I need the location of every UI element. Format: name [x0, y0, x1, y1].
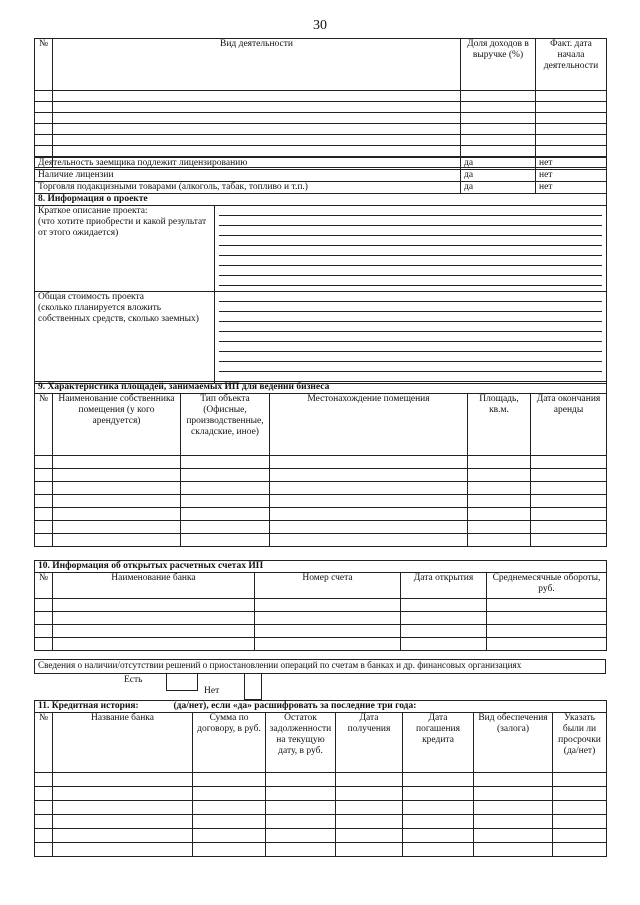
- empty-cell[interactable]: [401, 625, 487, 638]
- table-row: [35, 773, 607, 787]
- empty-cell[interactable]: [474, 815, 553, 829]
- col-header-account: Номер счета: [255, 573, 401, 599]
- empty-cell[interactable]: [270, 469, 468, 482]
- empty-cell[interactable]: [53, 773, 193, 787]
- empty-cell[interactable]: [35, 787, 53, 801]
- empty-cell[interactable]: [35, 456, 53, 469]
- col-header-balance: Остаток задолженности на текущую дату, в руб.: [266, 713, 336, 773]
- empty-cell[interactable]: [531, 482, 607, 495]
- col-header-overdue: Указать были ли просрочки (да/нет): [553, 713, 607, 773]
- empty-cell[interactable]: [536, 113, 607, 124]
- empty-cell[interactable]: [53, 534, 181, 547]
- empty-cell[interactable]: [461, 113, 536, 124]
- col-header-lease-end: Дата окончания аренды: [531, 394, 607, 456]
- writing-line: [219, 292, 602, 302]
- empty-cell[interactable]: [53, 495, 181, 508]
- empty-cell[interactable]: [531, 495, 607, 508]
- empty-cell[interactable]: [336, 829, 403, 843]
- empty-cell[interactable]: [403, 829, 474, 843]
- empty-cell[interactable]: [193, 773, 266, 787]
- table-row: [35, 482, 607, 495]
- cost-label-cell: [35, 292, 215, 384]
- table-row: [35, 135, 607, 146]
- empty-cell[interactable]: [53, 638, 255, 651]
- license-yes[interactable]: да: [461, 170, 536, 182]
- empty-cell[interactable]: [536, 146, 607, 157]
- empty-cell[interactable]: [403, 787, 474, 801]
- writing-line: [219, 256, 602, 266]
- table-row: [35, 113, 607, 124]
- empty-cell[interactable]: [53, 829, 193, 843]
- col-header-bank-name: Название банка: [53, 713, 193, 773]
- empty-cell[interactable]: [266, 815, 336, 829]
- col-header-bank: Наименование банка: [53, 573, 255, 599]
- col-header-number: №: [35, 394, 53, 456]
- empty-cell[interactable]: [487, 625, 607, 638]
- empty-cell[interactable]: [53, 146, 461, 157]
- empty-cell[interactable]: [270, 495, 468, 508]
- empty-cell[interactable]: [35, 599, 53, 612]
- project-info-table: [34, 193, 607, 384]
- section-11-title: 11. Кредитная история:: [38, 701, 139, 711]
- empty-cell[interactable]: [181, 534, 270, 547]
- empty-cell[interactable]: [403, 773, 474, 787]
- empty-cell[interactable]: [266, 787, 336, 801]
- section-11-title-cell: [35, 701, 607, 713]
- col-header-receive-date: Дата получения: [336, 713, 403, 773]
- license-label: Торговля подакцизными товарами (алкоголь, табак, топливо и т.п.): [35, 182, 461, 194]
- empty-cell[interactable]: [468, 469, 531, 482]
- empty-cell[interactable]: [35, 612, 53, 625]
- col-header-contract-sum: Сумма по договору, в руб.: [193, 713, 266, 773]
- empty-cell[interactable]: [53, 469, 181, 482]
- empty-cell[interactable]: [53, 787, 193, 801]
- suspension-no-box[interactable]: [244, 673, 262, 700]
- cost-label: Общая стоимость проекта: [38, 292, 145, 302]
- table-row: [35, 508, 607, 521]
- writing-line: [219, 302, 602, 312]
- writing-line: [219, 206, 602, 216]
- license-label: Деятельность заемщика подлежит лицензированию: [35, 158, 461, 170]
- empty-cell[interactable]: [35, 482, 53, 495]
- credit-history-table: [34, 700, 607, 857]
- writing-line: [219, 312, 602, 322]
- empty-cell[interactable]: [536, 102, 607, 113]
- empty-cell[interactable]: [181, 521, 270, 534]
- section-8-title: 8. Информация о проекте: [35, 194, 607, 206]
- empty-cell[interactable]: [468, 534, 531, 547]
- empty-cell[interactable]: [401, 612, 487, 625]
- empty-cell[interactable]: [193, 829, 266, 843]
- empty-cell[interactable]: [487, 638, 607, 651]
- col-header-number: №: [35, 573, 53, 599]
- empty-cell[interactable]: [35, 638, 53, 651]
- empty-cell[interactable]: [468, 482, 531, 495]
- table-row: [35, 146, 607, 157]
- col-header-location: Местонахождение помещения: [270, 394, 468, 456]
- col-header-area: Площадь, кв.м.: [468, 394, 531, 456]
- suspension-text: Сведения о наличии/отсутствии решений о приостановлении операций по счетам в банках и др. финансовых организациях: [35, 660, 606, 674]
- empty-cell[interactable]: [553, 801, 607, 815]
- empty-cell[interactable]: [403, 815, 474, 829]
- empty-cell[interactable]: [53, 91, 461, 102]
- writing-line: [219, 332, 602, 342]
- empty-cell[interactable]: [536, 91, 607, 102]
- empty-cell[interactable]: [531, 521, 607, 534]
- table-row: [35, 124, 607, 135]
- empty-cell[interactable]: [35, 91, 53, 102]
- empty-cell[interactable]: [403, 843, 474, 857]
- empty-cell[interactable]: [35, 469, 53, 482]
- license-label: Наличие лицензии: [35, 170, 461, 182]
- empty-cell[interactable]: [403, 801, 474, 815]
- empty-cell[interactable]: [181, 456, 270, 469]
- license-no[interactable]: нет: [536, 158, 607, 170]
- writing-line: [219, 276, 602, 286]
- empty-cell[interactable]: [35, 102, 53, 113]
- empty-cell[interactable]: [474, 843, 553, 857]
- section-10-title: 10. Информация об открытых расчетных счетах ИП: [35, 561, 607, 573]
- empty-cell[interactable]: [35, 801, 53, 815]
- table-row: [35, 843, 607, 857]
- suspension-table: [34, 659, 606, 674]
- empty-cell[interactable]: [255, 612, 401, 625]
- section-11-title-rest: (да/нет), если «да» расшифровать за последние три года:: [173, 701, 417, 711]
- license-no[interactable]: нет: [536, 182, 607, 194]
- empty-cell[interactable]: [270, 508, 468, 521]
- empty-cell[interactable]: [35, 508, 53, 521]
- activity-table: [34, 38, 607, 168]
- empty-cell[interactable]: [193, 815, 266, 829]
- empty-cell[interactable]: [468, 521, 531, 534]
- col-header-income-share: Доля доходов в выручке (%): [461, 39, 536, 91]
- empty-cell[interactable]: [35, 521, 53, 534]
- empty-cell[interactable]: [53, 456, 181, 469]
- short-desc-input[interactable]: [215, 206, 607, 292]
- empty-cell[interactable]: [266, 843, 336, 857]
- col-header-number: №: [35, 713, 53, 773]
- empty-cell[interactable]: [553, 773, 607, 787]
- premises-table: [34, 381, 607, 547]
- empty-cell[interactable]: [461, 135, 536, 146]
- empty-cell[interactable]: [336, 815, 403, 829]
- table-row: [35, 521, 607, 534]
- empty-cell[interactable]: [266, 829, 336, 843]
- page-number: 30: [313, 18, 327, 33]
- short-desc-label-cell: [35, 206, 215, 292]
- table-row: [35, 534, 607, 547]
- empty-cell[interactable]: [468, 456, 531, 469]
- col-header-collateral: Вид обеспечения (залога): [474, 713, 553, 773]
- empty-cell[interactable]: [35, 495, 53, 508]
- empty-cell[interactable]: [336, 801, 403, 815]
- empty-cell[interactable]: [270, 482, 468, 495]
- empty-cell[interactable]: [468, 495, 531, 508]
- empty-cell[interactable]: [270, 456, 468, 469]
- table-row: [35, 815, 607, 829]
- empty-cell[interactable]: [461, 91, 536, 102]
- empty-cell[interactable]: [270, 521, 468, 534]
- table-row: [35, 91, 607, 102]
- empty-cell[interactable]: [53, 625, 255, 638]
- writing-line: [219, 322, 602, 332]
- empty-cell[interactable]: [255, 625, 401, 638]
- empty-cell[interactable]: [531, 534, 607, 547]
- suspension-yes-box[interactable]: [166, 673, 198, 691]
- empty-cell[interactable]: [193, 801, 266, 815]
- empty-cell[interactable]: [468, 508, 531, 521]
- empty-cell[interactable]: [553, 815, 607, 829]
- writing-line: [219, 342, 602, 352]
- table-row: [35, 469, 607, 482]
- empty-cell[interactable]: [181, 469, 270, 482]
- empty-cell[interactable]: [461, 146, 536, 157]
- empty-cell[interactable]: [531, 469, 607, 482]
- empty-cell[interactable]: [474, 829, 553, 843]
- empty-cell[interactable]: [35, 113, 53, 124]
- short-desc-label: Краткое описание проекта:: [38, 206, 148, 216]
- table-row: [35, 787, 607, 801]
- license-no[interactable]: нет: [536, 170, 607, 182]
- table-row: [35, 625, 607, 638]
- col-header-start-date: Факт. дата начала деятельности: [536, 39, 607, 91]
- empty-cell[interactable]: [35, 829, 53, 843]
- empty-cell[interactable]: [181, 482, 270, 495]
- empty-cell[interactable]: [35, 815, 53, 829]
- license-yes[interactable]: да: [461, 158, 536, 170]
- empty-cell[interactable]: [487, 599, 607, 612]
- col-header-activity: Вид деятельности: [53, 39, 461, 91]
- empty-cell[interactable]: [53, 508, 181, 521]
- empty-cell[interactable]: [553, 843, 607, 857]
- empty-cell[interactable]: [401, 638, 487, 651]
- empty-cell[interactable]: [53, 102, 461, 113]
- table-row: [35, 495, 607, 508]
- accounts-table: [34, 560, 607, 651]
- empty-cell[interactable]: [35, 135, 53, 146]
- empty-cell[interactable]: [536, 135, 607, 146]
- col-header-number: №: [35, 39, 53, 91]
- col-header-object-type: Тип объекта (Офисные, производственные, складские, иное): [181, 394, 270, 456]
- table-row: [35, 456, 607, 469]
- empty-cell[interactable]: [336, 787, 403, 801]
- empty-cell[interactable]: [35, 534, 53, 547]
- empty-cell[interactable]: [336, 773, 403, 787]
- writing-line: [219, 352, 602, 362]
- empty-cell[interactable]: [53, 801, 193, 815]
- writing-line: [219, 216, 602, 226]
- table-row: [35, 829, 607, 843]
- license-table: [34, 157, 607, 194]
- empty-cell[interactable]: [474, 801, 553, 815]
- empty-cell[interactable]: [53, 815, 193, 829]
- empty-cell[interactable]: [53, 843, 193, 857]
- empty-cell[interactable]: [553, 829, 607, 843]
- empty-cell[interactable]: [266, 801, 336, 815]
- empty-cell[interactable]: [35, 625, 53, 638]
- empty-cell[interactable]: [53, 521, 181, 534]
- empty-cell[interactable]: [53, 124, 461, 135]
- cost-input[interactable]: [215, 292, 607, 384]
- cost-hint: (сколько планируется вложить собственных средств, сколько заемных): [38, 303, 199, 324]
- writing-line: [219, 266, 602, 276]
- empty-cell[interactable]: [255, 638, 401, 651]
- empty-cell[interactable]: [193, 787, 266, 801]
- empty-cell[interactable]: [270, 534, 468, 547]
- writing-line: [219, 246, 602, 256]
- col-header-owner: Наименование собственника помещения (у кого арендуется): [53, 394, 181, 456]
- empty-cell[interactable]: [461, 102, 536, 113]
- empty-cell[interactable]: [531, 508, 607, 521]
- empty-cell[interactable]: [35, 124, 53, 135]
- empty-cell[interactable]: [53, 482, 181, 495]
- empty-cell[interactable]: [487, 612, 607, 625]
- table-row: [35, 612, 607, 625]
- table-row: [35, 638, 607, 651]
- empty-cell[interactable]: [255, 599, 401, 612]
- suspension-yes-label: Есть: [124, 675, 143, 685]
- empty-cell[interactable]: [531, 456, 607, 469]
- empty-cell[interactable]: [553, 787, 607, 801]
- writing-line: [219, 362, 602, 372]
- license-yes[interactable]: да: [461, 182, 536, 194]
- section-9-title: 9. Характеристика площадей, занимаемых ИП для ведении бизнеса: [35, 382, 607, 394]
- empty-cell[interactable]: [336, 843, 403, 857]
- empty-cell[interactable]: [401, 599, 487, 612]
- col-header-turnover: Среднемесячные обороты, руб.: [487, 573, 607, 599]
- col-header-open-date: Дата открытия: [401, 573, 487, 599]
- writing-line: [219, 236, 602, 246]
- table-row: [35, 102, 607, 113]
- empty-cell[interactable]: [35, 773, 53, 787]
- empty-cell[interactable]: [193, 843, 266, 857]
- empty-cell[interactable]: [181, 495, 270, 508]
- col-header-repay-date: Дата погашения кредита: [403, 713, 474, 773]
- empty-cell[interactable]: [53, 113, 461, 124]
- empty-cell[interactable]: [536, 124, 607, 135]
- empty-cell[interactable]: [35, 843, 53, 857]
- empty-cell[interactable]: [35, 146, 53, 157]
- empty-cell[interactable]: [181, 508, 270, 521]
- writing-line: [219, 226, 602, 236]
- empty-cell[interactable]: [474, 773, 553, 787]
- short-desc-hint: (что хотите приобрести и какой результат от этого ожидается): [38, 217, 207, 238]
- empty-cell[interactable]: [53, 599, 255, 612]
- empty-cell[interactable]: [474, 787, 553, 801]
- empty-cell[interactable]: [53, 612, 255, 625]
- empty-cell[interactable]: [461, 124, 536, 135]
- table-row: [35, 599, 607, 612]
- empty-cell[interactable]: [266, 773, 336, 787]
- table-row: [35, 801, 607, 815]
- suspension-no-label: Нет: [204, 686, 220, 696]
- empty-cell[interactable]: [53, 135, 461, 146]
